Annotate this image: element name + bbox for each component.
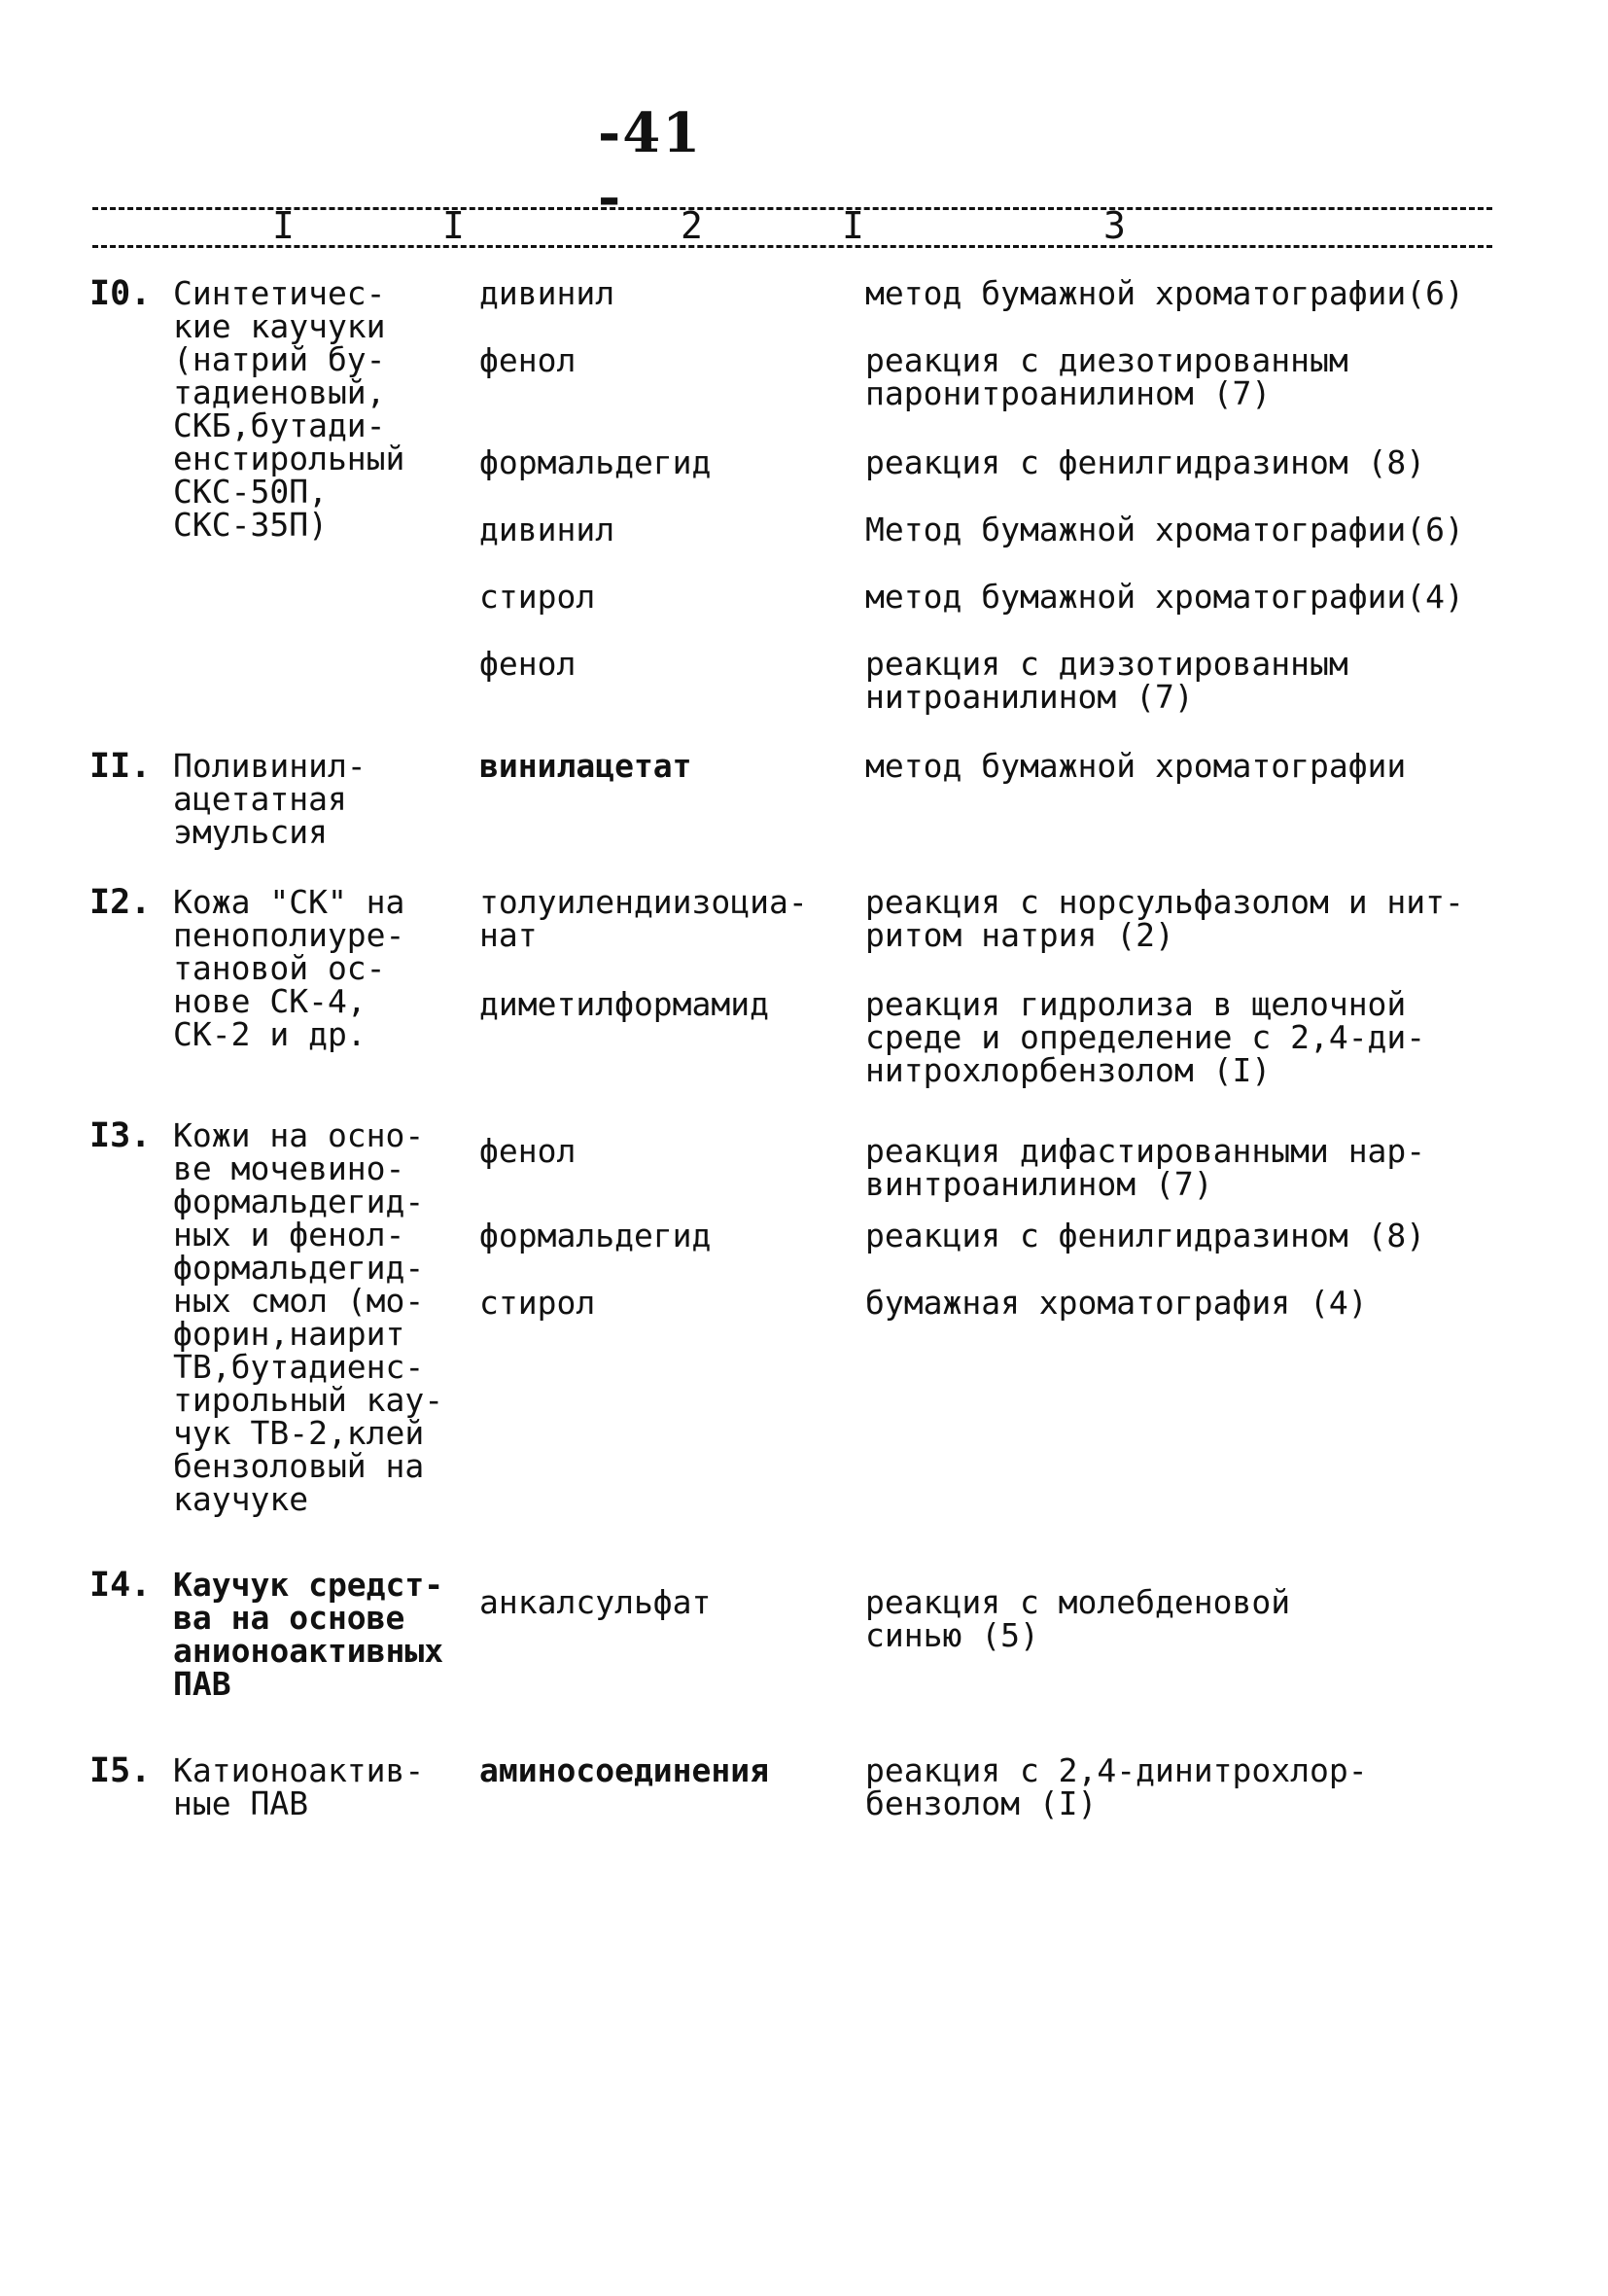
row-method: реакция с диезотированным паронитроанилином (7): [865, 341, 1348, 412]
row-substance: анкалсульфат: [479, 1583, 712, 1621]
row-substance: толуилендиизоциа- нат: [479, 883, 808, 954]
table-header-top-rule: [92, 207, 1492, 210]
row-method: метод бумажной хроматографии(6): [865, 274, 1464, 312]
row-material: Катионоактив- ные ПАВ: [173, 1751, 425, 1822]
row-material: Кожи на осно- ве мочевино- формальдегид- ных и фенол- формальдегид- ных смол (мо- форин,наирит ТВ,бутадиенс- тирольный кау- чук ТВ-2,клей бензоловый на каучуке: [173, 1116, 444, 1518]
column-separator-2: I: [842, 204, 864, 247]
row-substance: винилацетат: [479, 747, 692, 785]
row-substance: формальдегид: [479, 1217, 712, 1254]
row-material: Поливинил- ацетатная эмульсия: [173, 747, 367, 851]
column-header-3: 3: [1103, 204, 1126, 247]
row-method: реакция гидролиза в щелочной среде и определение с 2,4-ди- нитрохлорбензолом (I): [865, 985, 1426, 1089]
row-substance: стирол: [479, 1284, 596, 1322]
row-substance: диметилформамид: [479, 985, 770, 1023]
column-separator-1: I: [442, 204, 465, 247]
row-method: реакция с фенилгидразином (8): [865, 443, 1426, 481]
row-material: Каучук средст- ва на основе анионоактивных ПАВ: [173, 1566, 444, 1703]
row-method: метод бумажной хроматографии: [865, 747, 1407, 785]
row-substance: формальдегид: [479, 443, 712, 481]
row-substance: фенол: [479, 341, 577, 379]
row-number: I0.: [89, 274, 152, 313]
table-header-bottom-rule: [92, 245, 1492, 248]
row-method: реакция дифастированными нар- винтроанилином (7): [865, 1132, 1426, 1203]
row-material: Кожа "СК" на пенополиуре- тановой ос- нове СК-4, СК-2 и др.: [173, 883, 405, 1053]
column-header-1: I: [272, 204, 295, 247]
row-method: реакция с фенилгидразином (8): [865, 1217, 1426, 1254]
row-number: I5.: [89, 1751, 152, 1790]
row-number: I4.: [89, 1566, 152, 1605]
row-method: метод бумажной хроматографии(4): [865, 578, 1464, 616]
row-substance: дивинил: [479, 511, 615, 548]
row-substance: стирол: [479, 578, 596, 616]
row-substance: фенол: [479, 645, 577, 683]
row-number: I2.: [89, 883, 152, 922]
row-method: реакция с диэзотированным нитроанилином (7): [865, 645, 1348, 716]
row-method: Метод бумажной хроматографии(6): [865, 511, 1464, 548]
row-method: реакция с норсульфазолом и нит- ритом натрия (2): [865, 883, 1464, 954]
row-method: бумажная хроматография (4): [865, 1284, 1368, 1322]
row-number: II.: [89, 747, 152, 786]
row-substance: фенол: [479, 1132, 577, 1170]
page-number: -41 -: [598, 101, 703, 230]
row-method: реакция с молебденовой синью (5): [865, 1583, 1291, 1654]
row-number: I3.: [89, 1116, 152, 1155]
column-header-2: 2: [681, 204, 703, 247]
row-substance: аминосоединения: [479, 1751, 770, 1789]
row-method: реакция с 2,4-динитрохлор- бензолом (I): [865, 1751, 1368, 1822]
row-material: Синтетичес- кие каучуки (натрий бу- тадиеновый, СКБ,бутади- енстирольный СКС-50П, СКС-35П): [173, 274, 405, 544]
row-substance: дивинил: [479, 274, 615, 312]
